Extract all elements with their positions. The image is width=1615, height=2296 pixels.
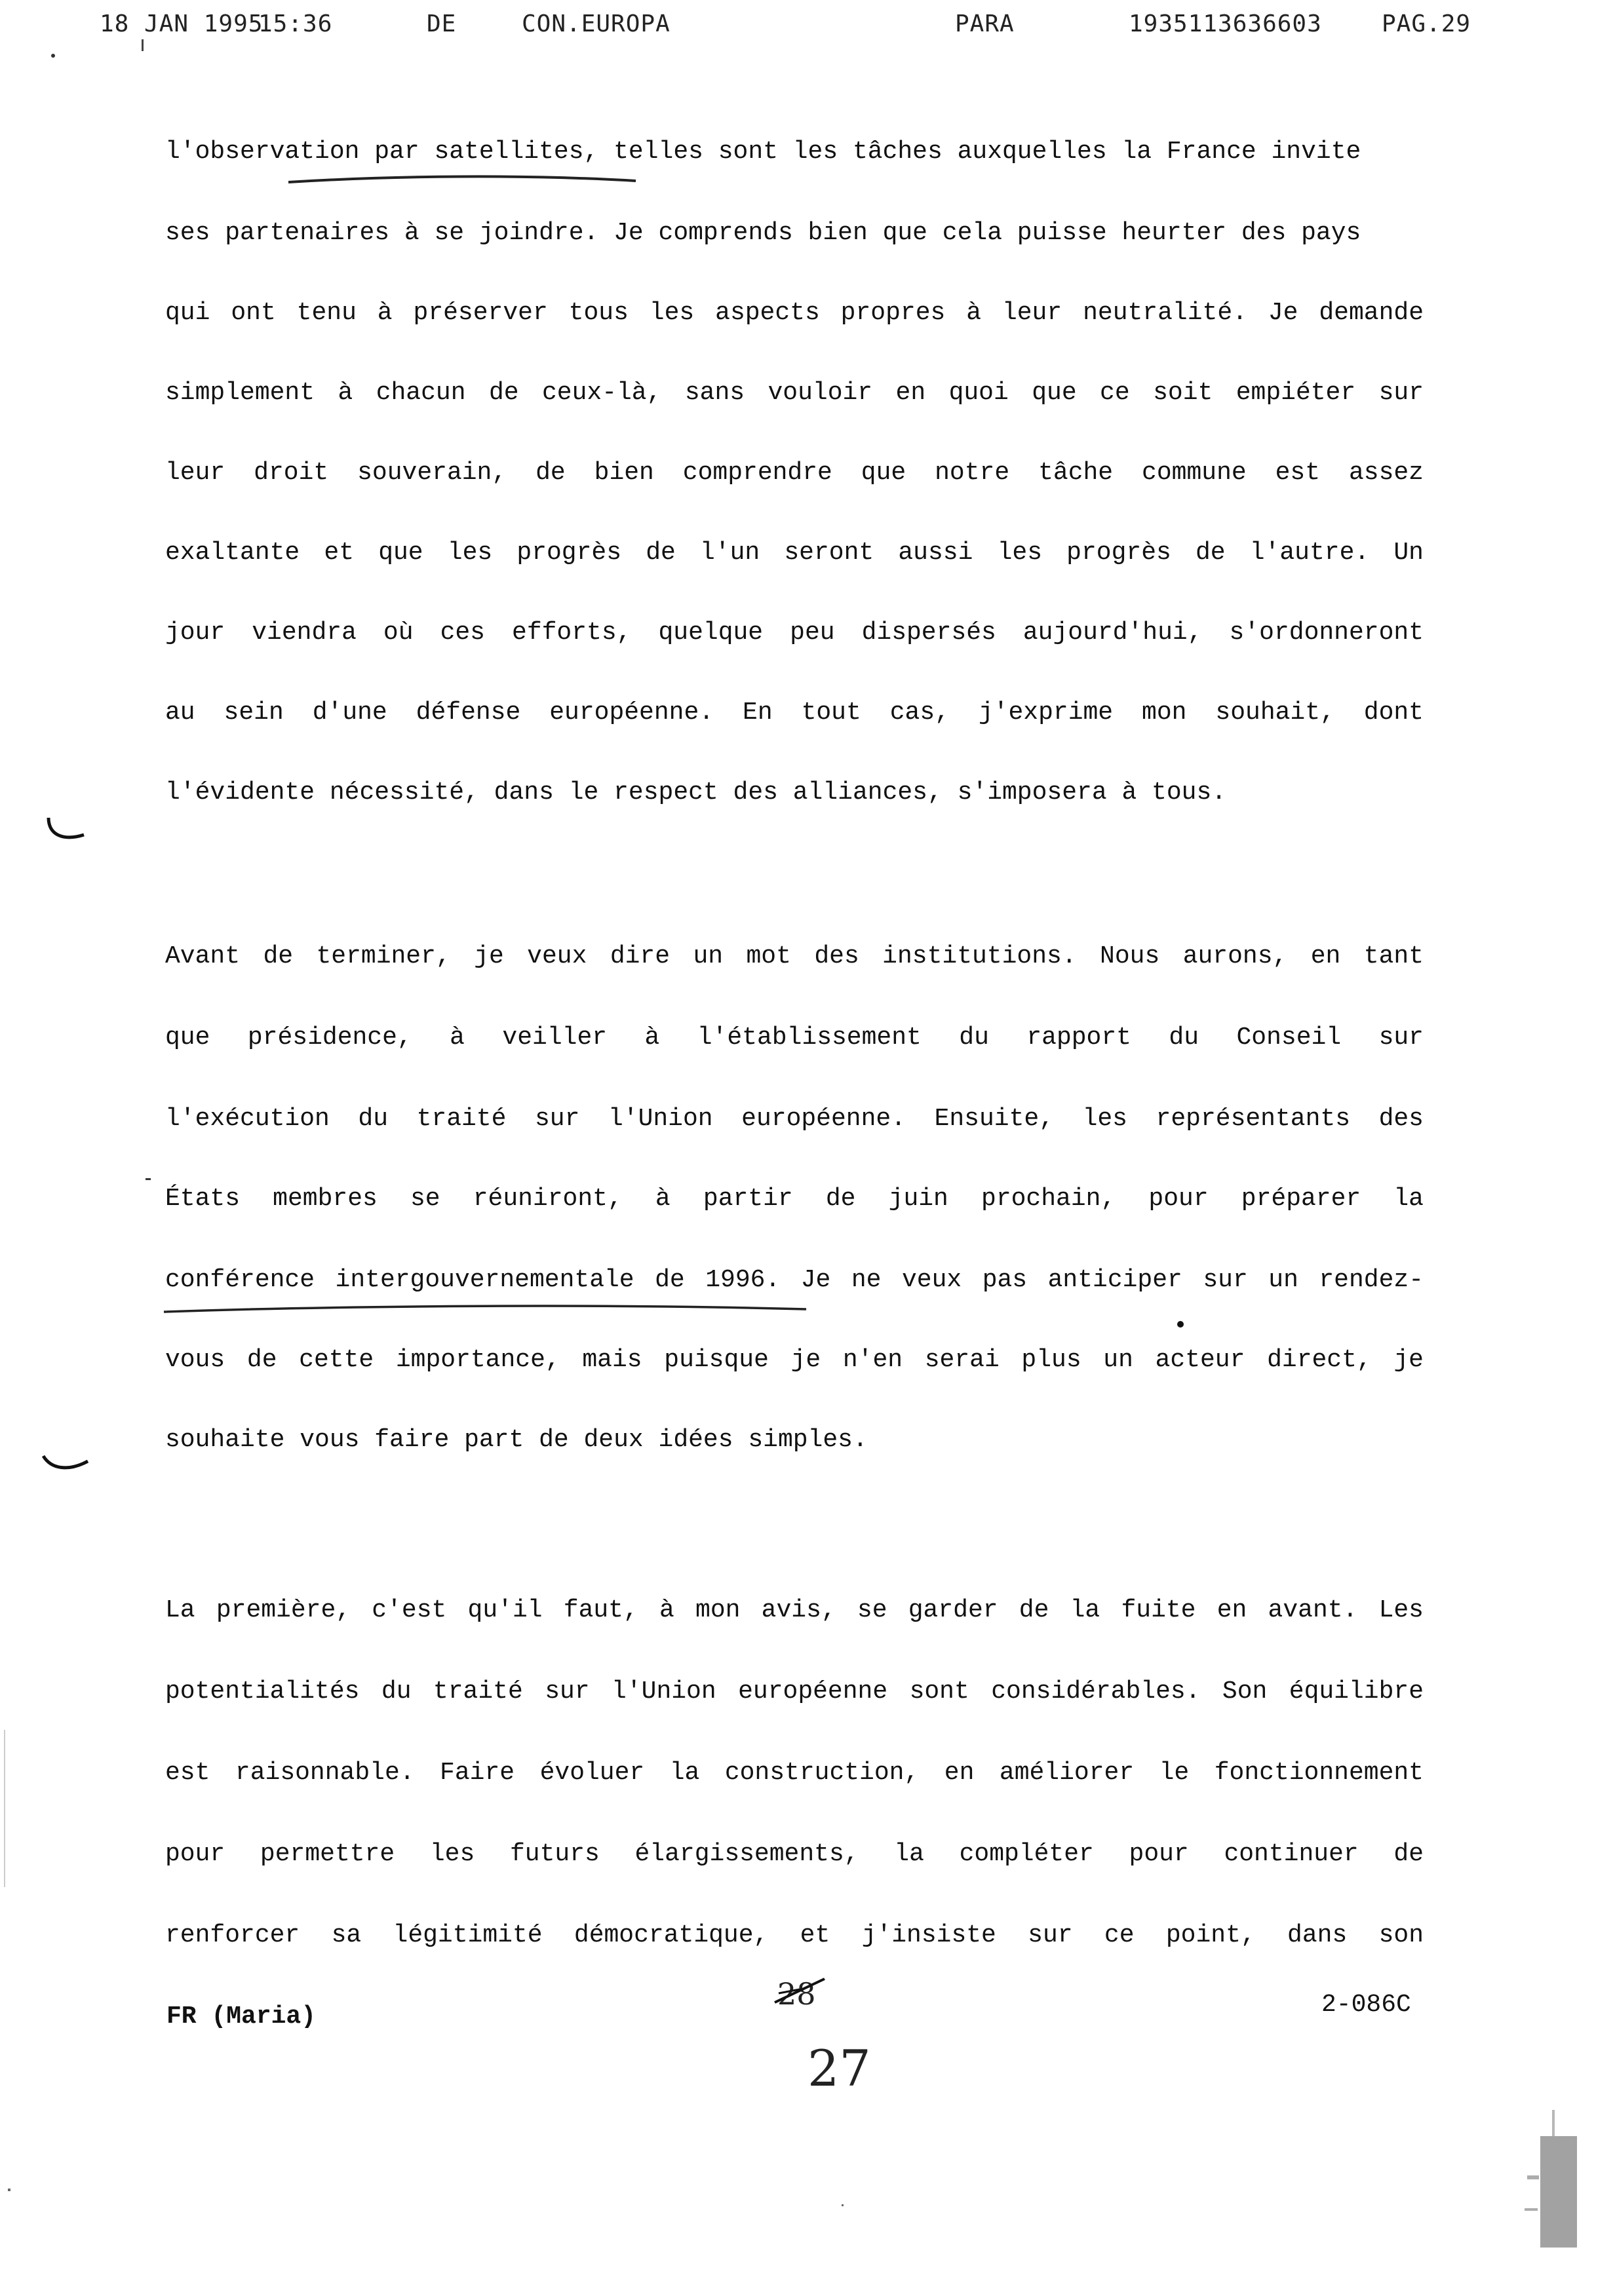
scan-speck — [146, 1178, 151, 1180]
scan-speck — [51, 54, 55, 58]
text-line: est raisonnable. Faire évoluer la construction, en améliorer le fonctionnement — [165, 1759, 1424, 1787]
text-line: simplement à chacun de ceux-là, sans vouloir en quoi que ce soit empiéter sur — [165, 379, 1424, 407]
text-line: potentialités du traité sur l'Union européenne sont considérables. Son équilibre — [165, 1677, 1424, 1706]
text-line: au sein d'une défense européenne. En tout cas, j'exprime mon souhait, dont — [165, 698, 1424, 727]
ink-dot — [1177, 1321, 1184, 1328]
text-line: vous de cette importance, mais puisque je n'en serai plus un acteur direct, je — [165, 1346, 1424, 1374]
text-line: renforcer sa légitimité démocratique, et j'insiste sur ce point, dans son — [165, 1921, 1424, 1949]
text-line: l'évidente nécessité, dans le respect des alliances, s'imposera à tous. — [165, 778, 1227, 807]
text-line: Avant de terminer, je veux dire un mot des institutions. Nous aurons, en tant — [165, 942, 1424, 970]
fax-time: 15:36 — [258, 10, 333, 37]
text-line: conférence intergouvernementale de 1996. Je ne veux pas anticiper sur un rendez- — [165, 1266, 1424, 1294]
handwritten-underline — [157, 172, 642, 191]
text-line: États membres se réuniront, à partir de juin prochain, pour préparer la — [165, 1185, 1424, 1213]
struck-page-number — [777, 1976, 816, 2012]
scan-noise — [1501, 2110, 1586, 2254]
text-line: que présidence, à veiller à l'établissement du rapport du Conseil sur — [165, 1024, 1424, 1052]
text-line: leur droit souverain, de bien comprendre que notre tâche commune est assez — [165, 459, 1424, 487]
text-line: l'observation par satellites, telles sont les tâches auxquelles la France invite — [165, 138, 1361, 166]
text-line: exaltante et que les progrès de l'un seront aussi les progrès de l'autre. Un — [165, 539, 1424, 567]
strike-through — [773, 1974, 826, 2019]
margin-check-mark — [39, 1449, 92, 1476]
footer-author: FR (Maria) — [166, 2002, 317, 2031]
text-line: ses partenaires à se joindre. Je comprends bien que cela puisse heurter des pays — [165, 219, 1361, 247]
margin-check-mark — [43, 815, 89, 848]
fax-header — [0, 4, 1615, 43]
fax-date: 18 JAN 1995 — [100, 10, 263, 37]
fax-number: 1935113636603 — [1129, 10, 1322, 37]
struck-page-number-text: 28 — [777, 1976, 816, 2012]
text-line: souhaite vous faire part de deux idées simples. — [165, 1426, 868, 1454]
fax-from-label: DE — [427, 10, 457, 37]
fax-from: CON.EUROPA — [522, 10, 671, 37]
fax-page: PAG.29 — [1382, 10, 1471, 37]
text-line: l'exécution du traité sur l'Union européenne. Ensuite, les représentants des — [165, 1105, 1424, 1133]
text-line: qui ont tenu à préserver tous les aspects propres à leur neutralité. Je demande — [165, 299, 1424, 327]
text-line: La première, c'est qu'il faut, à mon avis, se garder de la fuite en avant. Les — [165, 1596, 1424, 1624]
scan-speck — [842, 2204, 844, 2206]
text-line: jour viendra où ces efforts, quelque peu dispersés aujourd'hui, s'ordonneront — [165, 619, 1424, 647]
scan-speck — [142, 39, 144, 51]
scan-edge — [4, 1730, 5, 1887]
text-line: pour permettre les futurs élargissements, la compléter pour continuer de — [165, 1840, 1424, 1868]
scan-speck — [8, 2189, 10, 2191]
footer-doc-code: 2-086C — [1321, 1991, 1411, 2019]
handwritten-page-number: 27 — [808, 2039, 871, 2097]
handwritten-underline — [157, 1300, 813, 1320]
fax-to-label: PARA — [955, 10, 1015, 37]
